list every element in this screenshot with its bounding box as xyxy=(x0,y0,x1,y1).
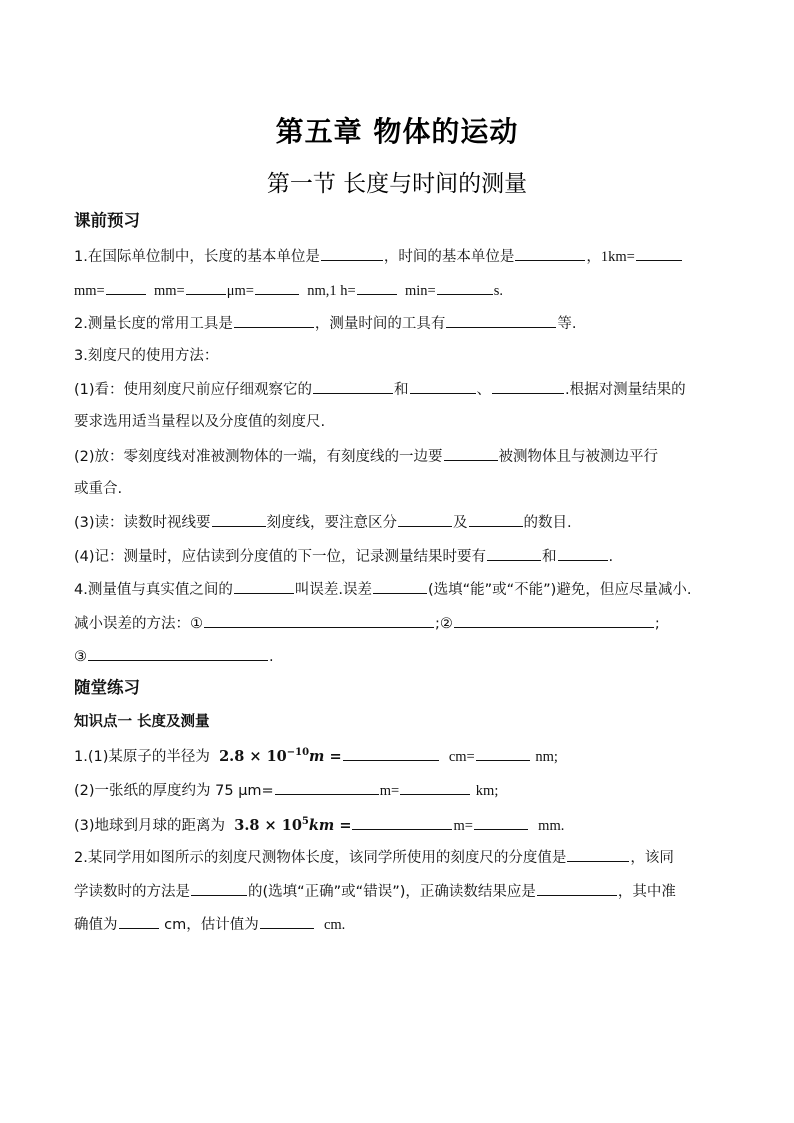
preview-q3-1: (1)看：使用刻度尺前应仔细观察它的 和 、 .根据对测量结果的 xyxy=(74,379,734,400)
preview-q4-method3: ③ . xyxy=(74,646,734,667)
preview-q1-line1: 1.在国际单位制中，长度的基本单位是 ，时间的基本单位是 ，1km= xyxy=(74,246,734,267)
preview-q3-4: (4)记：测量时，应估读到分度值的下一位，记录测量结果时要有 和 . xyxy=(74,546,734,567)
answer-blank[interactable] xyxy=(400,780,470,795)
answer-blank[interactable] xyxy=(454,613,654,628)
preview-q3-1-cont: 要求选用适当量程以及分度值的刻度尺. xyxy=(74,414,326,430)
answer-blank[interactable] xyxy=(343,746,439,761)
answer-blank[interactable] xyxy=(636,246,682,261)
practice-q2: 2.某同学用如图所示的刻度尺测物体长度，该同学所使用的刻度尺的分度值是 ，该同 xyxy=(74,847,734,868)
answer-blank[interactable] xyxy=(357,280,397,295)
practice-q1-1: 1.(1)某原子的半径为 $2.8 \times 10^{-10}m = cm=$ nm; xyxy=(74,747,558,765)
preview-q3-2: (2)放：零刻度线对准被测物体的一端，有刻度线的一边要 被测物体且与被测边平行 xyxy=(74,446,734,467)
answer-blank[interactable] xyxy=(444,446,498,461)
answer-blank[interactable] xyxy=(476,746,530,761)
answer-blank[interactable] xyxy=(373,579,427,594)
answer-blank[interactable] xyxy=(398,512,452,527)
answer-blank[interactable] xyxy=(204,613,434,628)
answer-blank[interactable] xyxy=(487,546,541,561)
answer-blank[interactable] xyxy=(106,280,146,295)
answer-blank[interactable] xyxy=(88,646,268,661)
answer-blank[interactable] xyxy=(558,546,608,561)
preview-q3-2-cont: 或重合. xyxy=(74,481,123,497)
answer-blank[interactable] xyxy=(352,815,452,830)
practice-q2-cont: 学读数时的方法是 的(选填“正确”或“错误”)，正确读数结果应是 ，其中准 xyxy=(74,881,734,902)
chapter-title: 第五章 物体的运动 xyxy=(275,115,519,148)
answer-blank[interactable] xyxy=(537,881,617,896)
answer-blank[interactable] xyxy=(260,914,314,929)
answer-blank[interactable] xyxy=(275,780,379,795)
answer-blank[interactable] xyxy=(212,512,266,527)
preview-q4: 4.测量值与真实值之间的 叫误差.误差 (选填“能”或“不能”)避免，但应尽量减小. xyxy=(74,579,734,600)
math-expression: $2.8 \times 10^{-10}m$ = xyxy=(219,747,342,765)
answer-blank[interactable] xyxy=(191,881,247,896)
answer-blank[interactable] xyxy=(492,379,564,394)
answer-blank[interactable] xyxy=(186,280,226,295)
practice-q1-3: (3)地球到月球的距离为 $3.8 \times 10^5km = m=$ mm. xyxy=(74,816,565,834)
practice-q2-cont2: 确值为 cm，估计值为 cm. xyxy=(74,914,734,935)
answer-blank[interactable] xyxy=(313,379,393,394)
answer-blank[interactable] xyxy=(567,847,629,862)
answer-blank[interactable] xyxy=(234,313,314,328)
answer-blank[interactable] xyxy=(446,313,556,328)
math-expression: $3.8 \times 10^5km$ = xyxy=(234,816,352,834)
preview-q3: 3.刻度尺的使用方法： xyxy=(74,348,219,364)
answer-blank[interactable] xyxy=(234,579,294,594)
practice-q1-2: (2)一张纸的厚度约为 75 μm= m= km; xyxy=(74,780,734,801)
knowledge-point-heading: 知识点一 长度及测量 xyxy=(74,714,210,730)
preview-q1-line2: mm= mm= μm= nm,1 h= min= s. xyxy=(74,280,734,301)
answer-blank[interactable] xyxy=(469,512,523,527)
preview-q4-methods: 减小误差的方法：① ;② ; xyxy=(74,613,734,634)
answer-blank[interactable] xyxy=(410,379,476,394)
answer-blank[interactable] xyxy=(515,246,585,261)
answer-blank[interactable] xyxy=(474,815,528,830)
section-title: 第一节 长度与时间的测量 xyxy=(266,171,528,197)
answer-blank[interactable] xyxy=(255,280,299,295)
preview-heading: 课前预习 xyxy=(74,211,140,230)
practice-heading: 随堂练习 xyxy=(74,678,140,697)
answer-blank[interactable] xyxy=(321,246,383,261)
preview-q3-3: (3)读：读数时视线要 刻度线，要注意区分 及 的数目. xyxy=(74,512,734,533)
answer-blank[interactable] xyxy=(437,280,493,295)
answer-blank[interactable] xyxy=(119,914,159,929)
preview-q2: 2.测量长度的常用工具是 ，测量时间的工具有 等. xyxy=(74,313,734,334)
